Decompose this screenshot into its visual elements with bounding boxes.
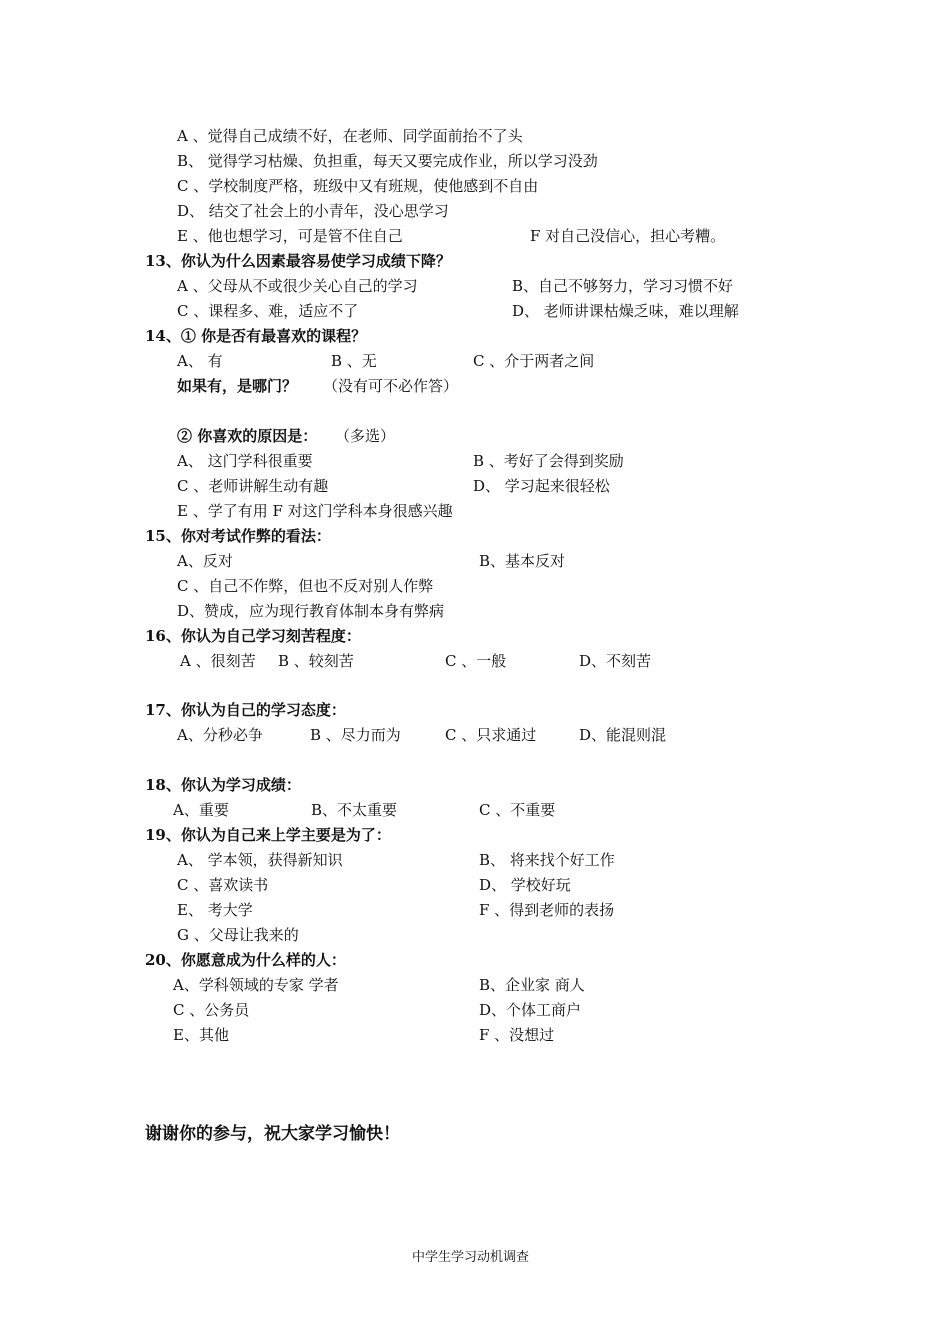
q19-option-e: E、 考大学	[177, 901, 253, 919]
q18-option-b: B、不太重要	[311, 801, 398, 819]
q14-reason-c: C 、老师讲解生动有趣	[177, 477, 329, 495]
q14-sub2-title: ② 你喜欢的原因是：	[177, 427, 318, 445]
q16-option-b: B 、较刻苦	[278, 652, 354, 670]
q15-option-d: D、赞成，应为现行教育体制本身有弊病	[177, 602, 445, 620]
q17-option-d: D、能混则混	[579, 726, 667, 744]
q15-option-b: B、基本反对	[479, 552, 566, 570]
q14-reason-ef: E 、学了有用 F 对这门学科本身很感兴趣	[177, 502, 453, 520]
q16-option-c: C 、一般	[445, 652, 507, 670]
q19-option-g: G 、父母让我来的	[177, 926, 299, 944]
q14-option-c: C 、介于两者之间	[473, 352, 595, 370]
q16-option-d: D、不刻苦	[579, 652, 652, 670]
q13-option-d: D、 老师讲课枯燥乏味，难以理解	[512, 302, 739, 320]
q14-which-note: （没有可不必作答）	[323, 377, 459, 395]
page-footer: 中学生学习动机调查	[412, 1250, 530, 1265]
q12-option-c: C 、学校制度严格，班级中又有班规，使他感到不自由	[177, 177, 539, 195]
q20-option-f: F 、没想过	[479, 1026, 555, 1044]
q19-title: 19、你认为自己来上学主要是为了：	[145, 826, 391, 844]
q13-option-a: A 、父母从不或很少关心自己的学习	[177, 277, 418, 295]
q19-option-a: A、 学本领，获得新知识	[177, 851, 343, 869]
q17-option-c: C 、只求通过	[445, 726, 537, 744]
q20-option-e: E、其他	[173, 1026, 229, 1044]
q12-option-e: E 、他也想学习，可是管不住自己	[177, 227, 403, 245]
q19-option-c: C 、喜欢读书	[177, 876, 269, 894]
q12-option-a: A 、觉得自己成绩不好，在老师、同学面前抬不了头	[177, 127, 523, 145]
q12-option-b: B、 觉得学习枯燥、负担重，每天又要完成作业，所以学习没劲	[177, 152, 598, 170]
q12-option-d: D、 结交了社会上的小青年，没心思学习	[177, 202, 449, 220]
q14-reason-d: D、 学习起来很轻松	[473, 477, 610, 495]
closing-message: 谢谢你的参与，祝大家学习愉快！	[145, 1124, 400, 1144]
q15-option-c: C 、自己不作弊，但也不反对别人作弊	[177, 577, 434, 595]
q12-option-f: F 对自己没信心，担心考糟。	[530, 227, 726, 245]
q19-option-d: D、 学校好玩	[479, 876, 571, 894]
q14-reason-a: A、 这门学科很重要	[177, 452, 313, 470]
q15-title: 15、你对考试作弊的看法：	[145, 527, 331, 545]
q15-option-a: A、反对	[177, 552, 233, 570]
q20-option-d: D、个体工商户	[479, 1001, 582, 1019]
q16-option-a: A 、很刻苦	[180, 652, 256, 670]
q14-title: 14、① 你是否有最喜欢的课程？	[145, 327, 367, 345]
q20-option-c: C 、公务员	[173, 1001, 250, 1019]
q18-title: 18、你认为学习成绩：	[145, 776, 301, 794]
q17-option-a: A、分秒必争	[177, 726, 263, 744]
q14-option-b: B 、无	[331, 352, 377, 370]
q13-option-b: B、自己不够努力，学习习惯不好	[512, 277, 734, 295]
q14-which-label: 如果有，是哪门？	[177, 377, 298, 395]
q20-option-a: A、学科领域的专家 学者	[173, 976, 339, 994]
q14-option-a: A、 有	[177, 352, 223, 370]
q19-option-f: F 、得到老师的表扬	[479, 901, 615, 919]
q14-reason-b: B 、考好了会得到奖励	[473, 452, 624, 470]
q16-title: 16、你认为自己学习刻苦程度：	[145, 627, 361, 645]
q20-option-b: B、企业家 商人	[479, 976, 585, 994]
q18-option-c: C 、不重要	[479, 801, 556, 819]
q18-option-a: A、重要	[173, 801, 229, 819]
q14-sub2-note: （多选）	[335, 427, 396, 445]
q13-title: 13、你认为什么因素最容易使学习成绩下降？	[145, 252, 451, 270]
q20-title: 20、你愿意成为什么样的人：	[145, 951, 346, 969]
q19-option-b: B、 将来找个好工作	[479, 851, 615, 869]
q17-title: 17、你认为自己的学习态度：	[145, 701, 346, 719]
q17-option-b: B 、尽力而为	[310, 726, 401, 744]
q13-option-c: C 、课程多、难，适应不了	[177, 302, 359, 320]
